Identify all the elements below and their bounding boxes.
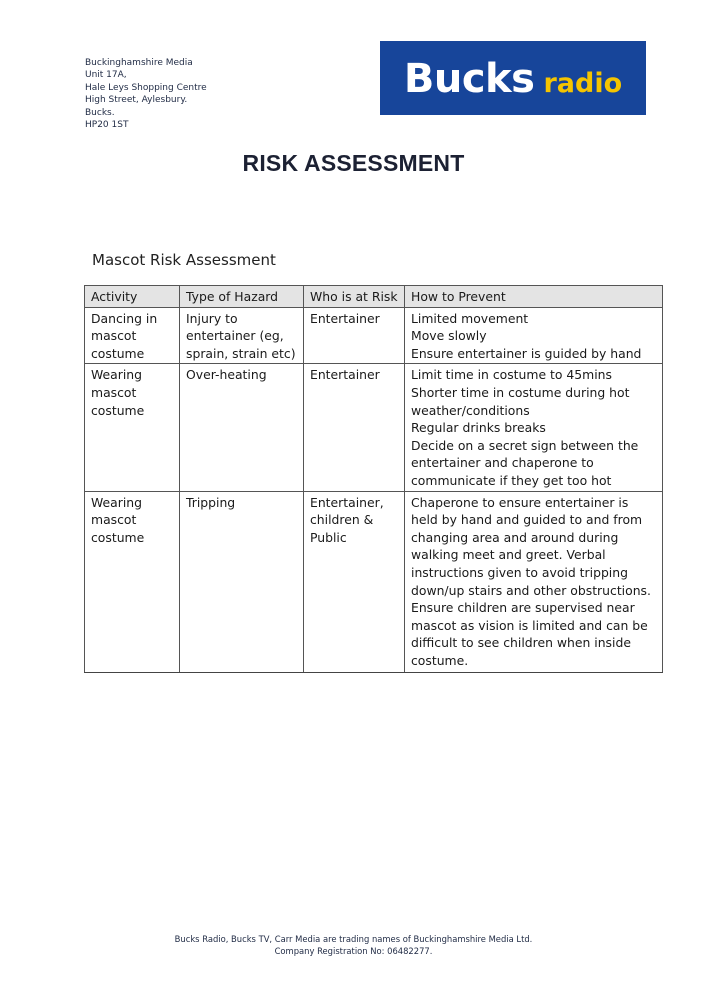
- prevention-measure: Limit time in costume to 45mins: [411, 367, 612, 383]
- cell-hazard: Over-heating: [180, 364, 304, 491]
- table-row: [85, 307, 663, 364]
- address-line: Buckinghamshire Media: [85, 58, 193, 68]
- cell-activity: Dancing in mascot costume: [85, 307, 180, 364]
- prevention-measure: Shorter time in costume during hot weather/conditions: [411, 384, 630, 418]
- prevention-measure: Decide on a secret sign between the entertainer and chaperone to communicate if they get too hot: [411, 437, 639, 488]
- address-line: Bucks.: [85, 107, 115, 118]
- address-line: Hale Leys Shopping Centre: [85, 82, 207, 93]
- page-footer: [0, 933, 707, 957]
- prevention-measure: Ensure entertainer is guided by hand: [411, 345, 642, 361]
- cell-how-to-prevent: [405, 307, 663, 364]
- footer-company-registration: Company Registration No: 06482277.: [274, 946, 433, 957]
- table-caption: Mascot Risk Assessment: [92, 251, 276, 269]
- column-header-who-at-risk: Who is at Risk: [304, 286, 405, 308]
- cell-who-at-risk: Entertainer, children & Public: [304, 491, 405, 673]
- address-line: HP20 1ST: [85, 120, 129, 131]
- table-row: [85, 491, 663, 673]
- cell-hazard: Injury to entertainer (eg, sprain, strain etc): [180, 307, 304, 364]
- column-header-how-to-prevent: How to Prevent: [405, 286, 663, 308]
- cell-how-to-prevent: [405, 364, 663, 491]
- cell-who-at-risk: Entertainer: [304, 364, 405, 491]
- prevention-measure: Regular drinks breaks: [411, 420, 546, 436]
- logo-word-bucks: Bucks: [403, 56, 535, 102]
- table-row: [85, 364, 663, 491]
- cell-how-to-prevent: [405, 491, 663, 673]
- column-header-hazard: Type of Hazard: [180, 286, 304, 308]
- cell-activity: Wearing mascot costume: [85, 491, 180, 673]
- risk-assessment-table: [84, 285, 663, 673]
- footer-trading-names: Bucks Radio, Bucks TV, Carr Media are trading names of Buckinghamshire Media Ltd.: [174, 934, 533, 944]
- column-header-activity: Activity: [85, 286, 180, 308]
- address-line: Unit 17A,: [85, 70, 127, 81]
- prevention-measure: Limited movement: [411, 310, 529, 326]
- prevention-measure: Move slowly: [411, 328, 487, 344]
- address-line: High Street, Aylesbury.: [85, 95, 188, 106]
- bucks-radio-logo: [380, 41, 646, 115]
- table-header-row: [85, 286, 663, 308]
- logo-word-radio: radio: [543, 68, 623, 99]
- cell-who-at-risk: Entertainer: [304, 307, 405, 364]
- sender-address: [85, 57, 207, 131]
- cell-activity: Wearing mascot costume: [85, 364, 180, 491]
- prevention-measure: Chaperone to ensure entertainer is held by hand and guided to and from changing area and around during walking meet and greet. Verbal instructions given to avoid tripping down/up stairs and other obstructions. Ensure children are supervised near mascot as vision is limited and can be difficult to see children when inside costume.: [411, 494, 651, 668]
- page-title: RISK ASSESSMENT: [242, 150, 465, 176]
- cell-hazard: Tripping: [180, 491, 304, 673]
